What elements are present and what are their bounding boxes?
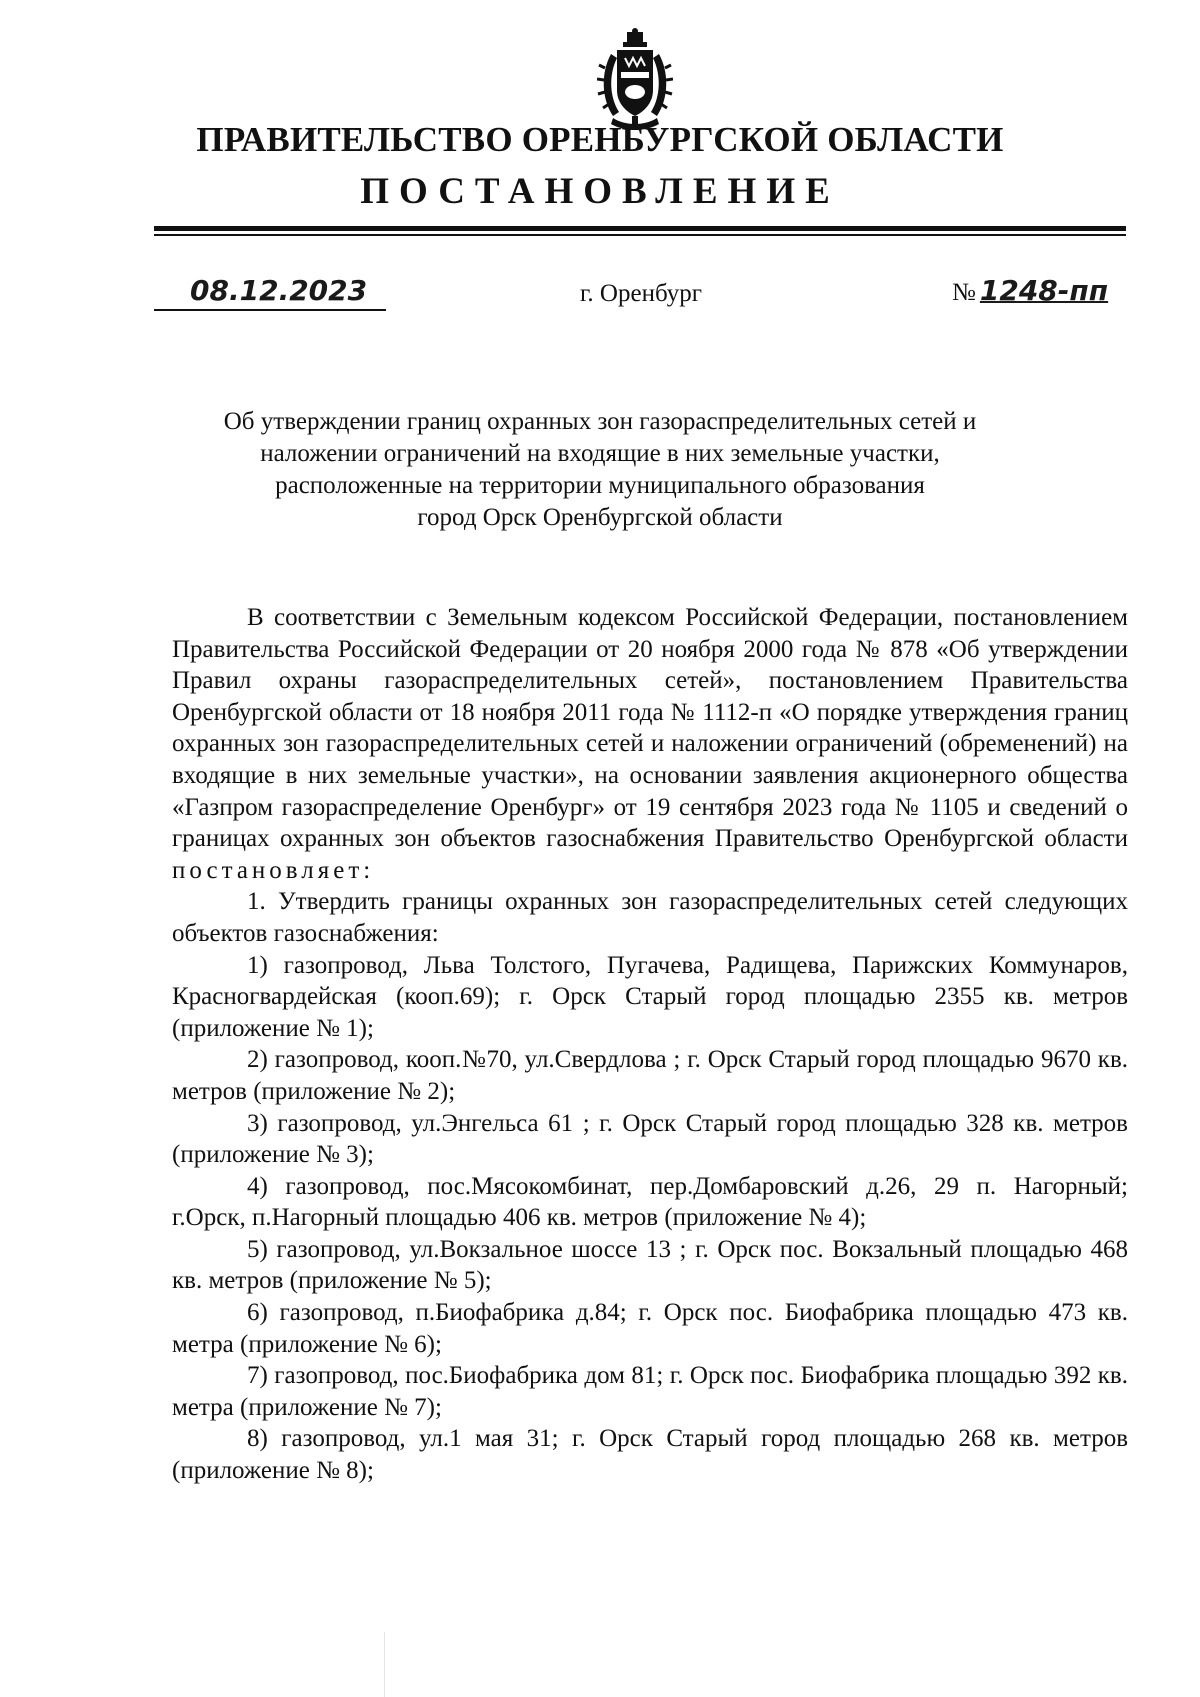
- document-number: [952, 274, 1108, 307]
- subject-line: расположенные на территории муниципального образования: [275, 472, 925, 499]
- subitem-paragraph: 1) газопровод, Льва Толстого, Пугачева, Радищева, Парижских Коммунаров, Красногвардейская (кооп.69); г. Орск Старый город площадью 2355 кв. метров (приложение № 1);: [172, 951, 1128, 1042]
- scan-artifact-line: [384, 1632, 385, 1697]
- decree-word: постановляет:: [172, 856, 375, 884]
- subitem-paragraph: 4) газопровод, пос.Мясокомбинат, пер.Домбаровский д.26, 29 п. Нагорный; г.Орск, п.Нагорный площадью 406 кв. метров (приложение № 4);: [172, 1172, 1128, 1232]
- subitem-paragraph: 6) газопровод, п.Биофабрика д.84; г. Орск пос. Биофабрика площадью 473 кв. метра (приложение № 6);: [172, 1299, 1128, 1358]
- document-body: [172, 602, 1128, 1487]
- document-subject: [160, 406, 1040, 534]
- subitem-paragraph: 3) газопровод, ул.Энгельса 61 ; г. Орск Старый город площадью 328 кв. метров (приложение № 3);: [172, 1109, 1128, 1169]
- subitem-paragraph: 8) газопровод, ул.1 мая 31; г. Орск Старый город площадью 268 кв. метров (приложение № 8);: [172, 1425, 1128, 1485]
- government-title: ПРАВИТЕЛЬСТВО ОРЕНБУРГСКОЙ ОБЛАСТИ: [196, 120, 1004, 159]
- item-paragraph: 1. Утвердить границы охранных зон газораспределительных сетей следующих объектов газоснабжения:: [172, 888, 1128, 947]
- preamble-paragraph: [172, 602, 1128, 886]
- subitem-paragraph: 7) газопровод, пос.Биофабрика дом 81; г. Орск пос. Биофабрика площадью 392 кв. метра (приложение № 7);: [172, 1362, 1128, 1421]
- subitem-paragraph: 5) газопровод, ул.Вокзальное шоссе 13 ; г. Орск пос. Вокзальный площадью 468 кв. метров (приложение № 5);: [172, 1235, 1128, 1295]
- header-rule-thick: [154, 226, 1126, 231]
- subject-line: город Орск Оренбургской области: [417, 504, 783, 531]
- oblast-coat-of-arms-icon: [597, 28, 673, 132]
- date-underline: [154, 309, 386, 311]
- document-date: 08.12.2023: [190, 274, 368, 307]
- header-rule-thin: [154, 234, 1126, 236]
- preamble-text: В соответствии с Земельным кодексом Российской Федерации, постановлением Правительства Российской Федерации от 20 ноября 2000 года № 878 «Об утверждении Правил охраны газораспределительных сетей», постановлением Правительства Оренбургской области от 18 ноября 2011 года № 1112-п «О порядке утверждения границ охранных зон газораспределительных сетей и наложении ограничений (обременений) на входящие в них земельные участки», на основании заявления акционерного общества «Газпром газораспределение Оренбург» от 19 сентября 2023 года № 1105 и сведений о границах охранных зон объектов газоснабжения Правительство Оренбургской области: [172, 604, 1128, 853]
- subitem-paragraph: 2) газопровод, кооп.№70, ул.Свердлова ; г. Орск Старый город площадью 9670 кв. метров (приложение № 2);: [172, 1046, 1128, 1105]
- subject-line: Об утверждении границ охранных зон газораспределительных сетей и: [223, 408, 977, 435]
- subject-line: наложении ограничений на входящие в них земельные участки,: [260, 440, 940, 467]
- number-sign: №: [952, 279, 976, 306]
- document-type-title: ПОСТАНОВЛЕНИЕ: [360, 171, 840, 212]
- document-city: г. Оренбург: [580, 280, 702, 307]
- number-value: 1248-пп: [979, 274, 1109, 307]
